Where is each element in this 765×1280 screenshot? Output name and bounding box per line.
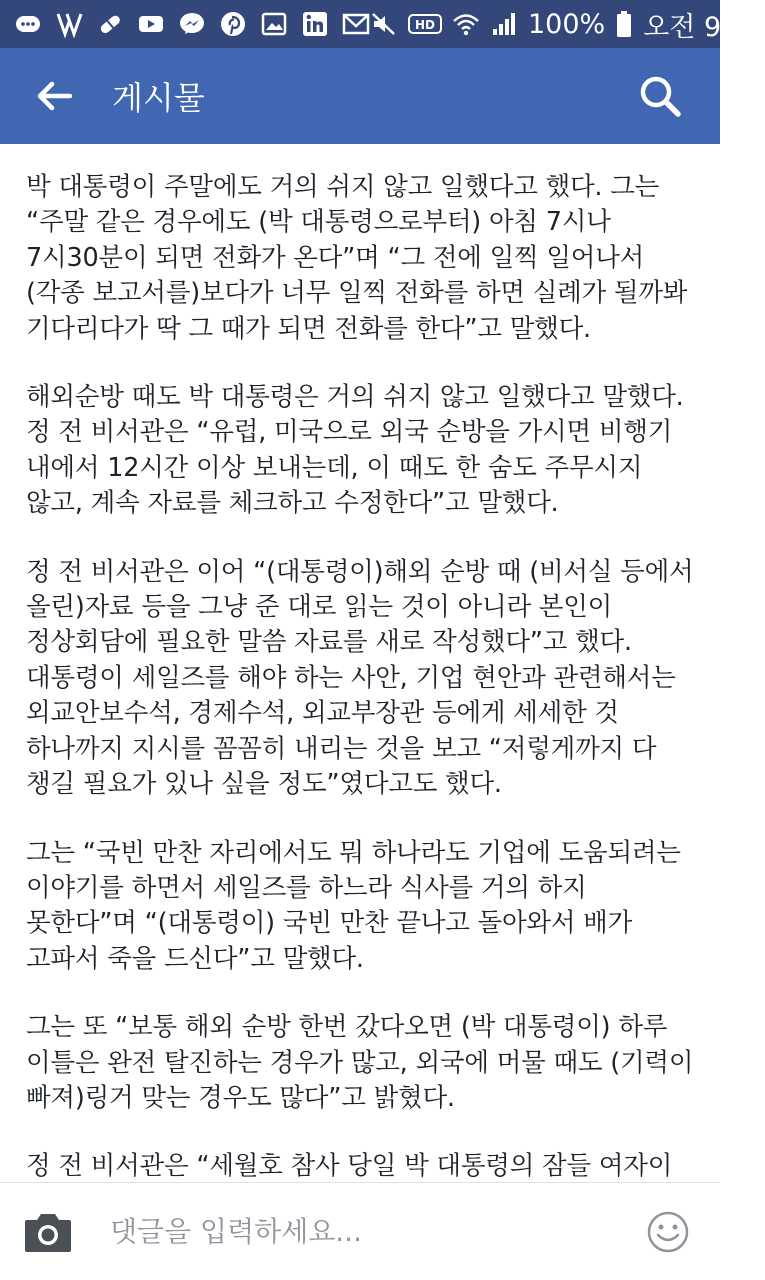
- system-status: [370, 5, 765, 44]
- comment-input[interactable]: [108, 1214, 638, 1249]
- hd-label: HD: [414, 18, 436, 32]
- post-body[interactable]: [0, 144, 720, 1182]
- post-paragraph: 해외순방 때도 박 대통령은 거의 쉬지 않고 일했다고 말했다. 정 전 비서관은 “유럽, 미국으로 외국 순방을 가시면 비행기 내에서 12시간 이상 보내는데, 이 때도 한 숨도 주무시지 않고, 계속 자료를 체크하고 수정한다”고 말했다.: [26, 382, 684, 519]
- mute-icon: [370, 10, 398, 38]
- clock: 오전 9:49: [643, 11, 765, 43]
- post-paragraph: 그는 “국빈 만찬 자리에서도 뭐 하나라도 기업에 도움되려는 이야기를 하면서 세일즈를 하느라 식사를 거의 하지 못한다”며 “(대통령이) 국빈 만찬 끝나고 돌아와서 배가 고파서 죽을 드신다”고 말했다.: [26, 837, 681, 974]
- app-bar: [0, 48, 720, 144]
- camera-button[interactable]: [20, 1204, 76, 1260]
- back-button[interactable]: [24, 66, 84, 126]
- post-paragraph: 박 대통령이 주말에도 거의 쉬지 않고 일했다고 했다. 그는 “주말 같은 경우에도 (박 대통령으로부터) 아침 7시나 7시30분이 되면 전화가 온다”며 “그 전에 일찍 일어나서 (각종 보고서를)보다가 너무 일찍 전화를 하면 실례가 될까봐 기다리다가 딱 그 때가 되면 전화를 한다”고 말했다.: [26, 172, 688, 344]
- search-icon: [638, 74, 682, 118]
- chat-icon: [14, 10, 42, 38]
- messenger-icon: [178, 10, 206, 38]
- hd-icon: [408, 10, 442, 38]
- pinterest-icon: [219, 10, 247, 38]
- battery-icon: [615, 10, 633, 38]
- smiley-icon: [646, 1210, 690, 1254]
- post-paragraph: 정 전 비서관은 이어 “(대통령이)해외 순방 때 (비서실 등에서 올린)자료 등을 그냥 준 대로 읽는 것이 아니라 본인이 정상회담에 필요한 말씀 자료를 새로 작성했다”고 했다. 대통령이 세일즈를 해야 하는 사안, 기업 현안과 관련해서는 외교안보수석, 경제수석, 외교부장관 등에게 세세한 것 하나까지 지시를 꼼꼼히 내리는 것을 보고 “저렇게까지 다 챙길 필요가 있나 싶을 정도”였다고도 했다.: [26, 556, 694, 800]
- post-paragraph: 그는 또 “보통 해외 순방 한번 갔다오면 (박 대통령이) 하루 이틀은 완전 탈진하는 경우가 많고, 외국에 머물 때도 (기력이 빠져)링거 맞는 경우도 많다”고 밝혔다.: [26, 1012, 694, 1113]
- post-paragraph: 정 전 비서관은 “세월호 참사 당일 박 대통령의 잠들 여자이: [26, 1151, 673, 1182]
- vivaldi-icon: [55, 10, 83, 38]
- youtube-icon: [137, 10, 165, 38]
- arrow-left-icon: [34, 76, 74, 116]
- page-title: 게시물: [112, 79, 205, 117]
- mail-icon: [342, 10, 370, 38]
- battery-percent: 100%: [528, 8, 606, 40]
- pill-icon: [96, 10, 124, 38]
- wifi-icon: [452, 10, 480, 38]
- gallery-icon: [260, 10, 288, 38]
- signal-icon: [490, 10, 518, 38]
- search-button[interactable]: [630, 66, 690, 126]
- status-bar: [0, 0, 765, 48]
- comment-bar: [0, 1182, 720, 1280]
- emoji-button[interactable]: [638, 1202, 698, 1262]
- camera-icon: [23, 1210, 73, 1254]
- linkedin-icon: [301, 10, 329, 38]
- notification-icons: [14, 10, 370, 38]
